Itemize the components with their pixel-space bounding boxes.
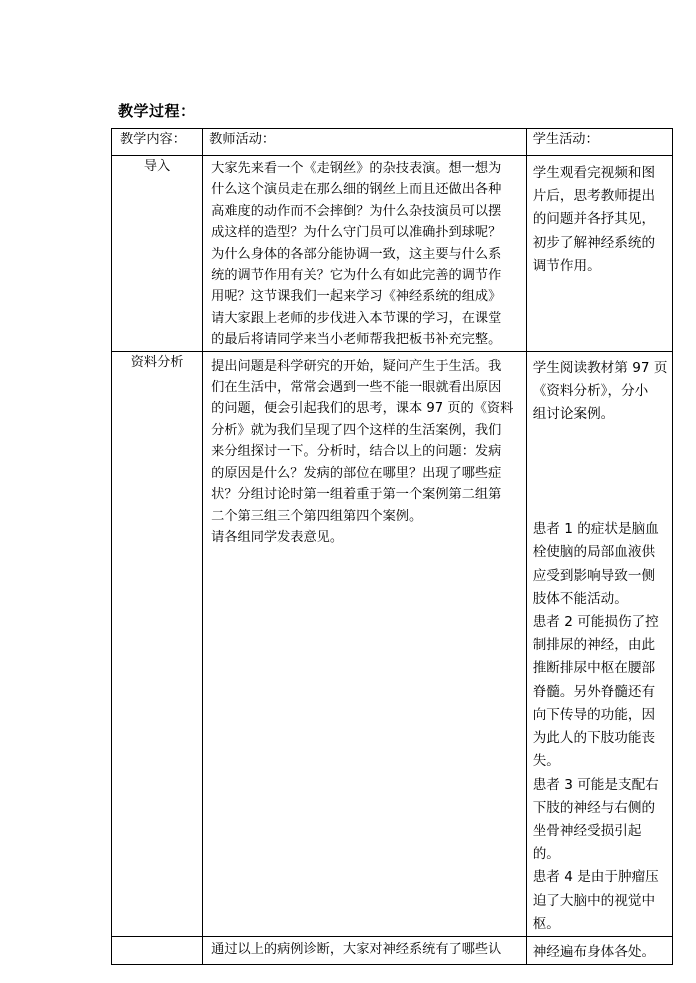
text-line: 片后，思考教师提出 bbox=[532, 188, 656, 205]
header-content: 教学内容： bbox=[120, 132, 186, 147]
text-line: 栓使脑的局部血液供 bbox=[532, 544, 656, 561]
text-line: 学生观看完视频和图 bbox=[532, 165, 656, 181]
text-line: 失。 bbox=[532, 753, 560, 770]
text-line: 什么这个演员走在那么细的钢丝上而且还做出各种 bbox=[211, 182, 502, 198]
text-line: 通过以上的病例诊断，大家对神经系统有了哪些认 bbox=[211, 941, 502, 957]
header-teacher-cell bbox=[203, 129, 527, 156]
text-line: 患者 3 可能是支配右 bbox=[532, 776, 659, 793]
topic-cell bbox=[112, 156, 203, 352]
text-line: 提出问题是科学研究的开始，疑问产生于生活。我 bbox=[211, 358, 502, 374]
topic-label: 导入 bbox=[143, 159, 171, 174]
text-line: 们在生活中，常常会遇到一些不能一眼就看出原因 bbox=[211, 380, 502, 396]
text-line: 为什么身体的各部分能协调一致，这主要与什么系 bbox=[211, 246, 502, 262]
text-line: 大家先来看一个《走钢丝》的杂技表演。想一想为 bbox=[211, 161, 502, 176]
text-line: 调节作用。 bbox=[532, 257, 601, 274]
text-line: 分析》就为我们呈现了四个这样的生活案例，我们 bbox=[211, 422, 502, 438]
teacher-activity-text bbox=[203, 937, 526, 960]
topic-cell bbox=[112, 936, 203, 964]
student-activity-cell bbox=[526, 936, 672, 964]
topic-cell bbox=[112, 351, 203, 936]
student-activity-text bbox=[527, 937, 672, 964]
header-teacher: 教师活动： bbox=[209, 132, 276, 147]
text-line: 的问题，便会引起我们的思考，课本 97 页的《资料 bbox=[211, 401, 514, 417]
text-line: 组讨论案例。 bbox=[532, 406, 615, 423]
text-line: 推断排尿中枢在腰部 bbox=[532, 660, 656, 677]
text-line: 制排尿的神经，由此 bbox=[532, 637, 656, 654]
header-student-cell bbox=[526, 129, 672, 156]
teacher-activity-cell bbox=[203, 351, 527, 936]
text-line: 患者 1 的症状是脑血 bbox=[532, 521, 659, 538]
header-student: 学生活动： bbox=[532, 132, 599, 147]
text-line: 患者 2 可能损伤了控 bbox=[532, 614, 659, 631]
text-line: 请大家跟上老师的步伐进入本节课的学习，在课堂 bbox=[211, 310, 502, 326]
topic-label: 资料分析 bbox=[130, 354, 184, 370]
teacher-activity-cell bbox=[203, 156, 527, 352]
text-line: 患者 4 是由于肿瘤压 bbox=[532, 869, 659, 886]
student-activity-text bbox=[527, 352, 672, 936]
student-activity-cell bbox=[526, 351, 672, 936]
text-line: 坐骨神经受损引起的。 bbox=[532, 822, 642, 863]
lesson-process-table bbox=[111, 128, 673, 965]
teacher-activity-text bbox=[203, 156, 526, 351]
text-line: 二个第三组三个第四组第四个案例。 bbox=[211, 508, 423, 524]
table-row-data-analysis bbox=[112, 351, 673, 936]
text-line: 状？分组讨论时第一组着重于第一个案例第二组第 bbox=[211, 487, 502, 503]
table-row-intro bbox=[112, 156, 673, 352]
text-line: 学生阅读教材第 97 页 bbox=[532, 359, 668, 376]
teacher-activity-text bbox=[203, 352, 526, 549]
text-line: 统的调节作用有关？它为什么有如此完善的调节作 bbox=[211, 268, 502, 284]
text-line: 应受到影响导致一侧 bbox=[532, 567, 656, 584]
text-line: 迫了大脑中的视觉中 bbox=[532, 892, 656, 909]
text-line: 的原因是什么？发病的部位在哪里？出现了哪些症 bbox=[211, 465, 502, 481]
text-line: 下肢的神经与右侧的 bbox=[532, 799, 656, 816]
table-header-row bbox=[112, 129, 673, 156]
text-line: 肢体不能活动。 bbox=[532, 590, 628, 607]
text-line: 请各组同学发表意见。 bbox=[211, 529, 344, 545]
teacher-activity-cell bbox=[203, 936, 527, 964]
text-line: 的问题并各抒其见， bbox=[532, 211, 656, 228]
text-line: 初步了解神经系统的 bbox=[532, 234, 656, 251]
student-activity-text bbox=[527, 156, 672, 278]
text-line: 向下传导的功能，因 bbox=[532, 706, 656, 723]
table-row-conclusion bbox=[112, 936, 673, 964]
text-line: 的最后将请同学来当小老师帮我把板书补充完整。 bbox=[211, 332, 502, 348]
text-line: 神经遍布身体各处。 bbox=[532, 943, 656, 960]
text-line: 脊髓。另外脊髓还有 bbox=[532, 683, 656, 700]
spacer bbox=[533, 426, 668, 518]
text-line: 《资料分析》，分小 bbox=[532, 382, 649, 399]
student-activity-cell bbox=[526, 156, 672, 352]
text-line: 为此人的下肢功能丧 bbox=[532, 730, 656, 747]
text-line: 枢。 bbox=[532, 915, 560, 932]
text-line: 高难度的动作而不会摔倒？为什么杂技演员可以摆 bbox=[211, 203, 502, 219]
section-title: 教学过程： bbox=[118, 102, 196, 120]
text-line: 来分组探讨一下。分析时，结合以上的问题：发病 bbox=[211, 444, 502, 460]
text-line: 用呢？这节课我们一起来学习《神经系统的组成》 bbox=[211, 289, 502, 305]
header-content-cell bbox=[112, 129, 203, 156]
text-line: 成这样的造型？为什么守门员可以准确扑到球呢？ bbox=[211, 225, 502, 241]
